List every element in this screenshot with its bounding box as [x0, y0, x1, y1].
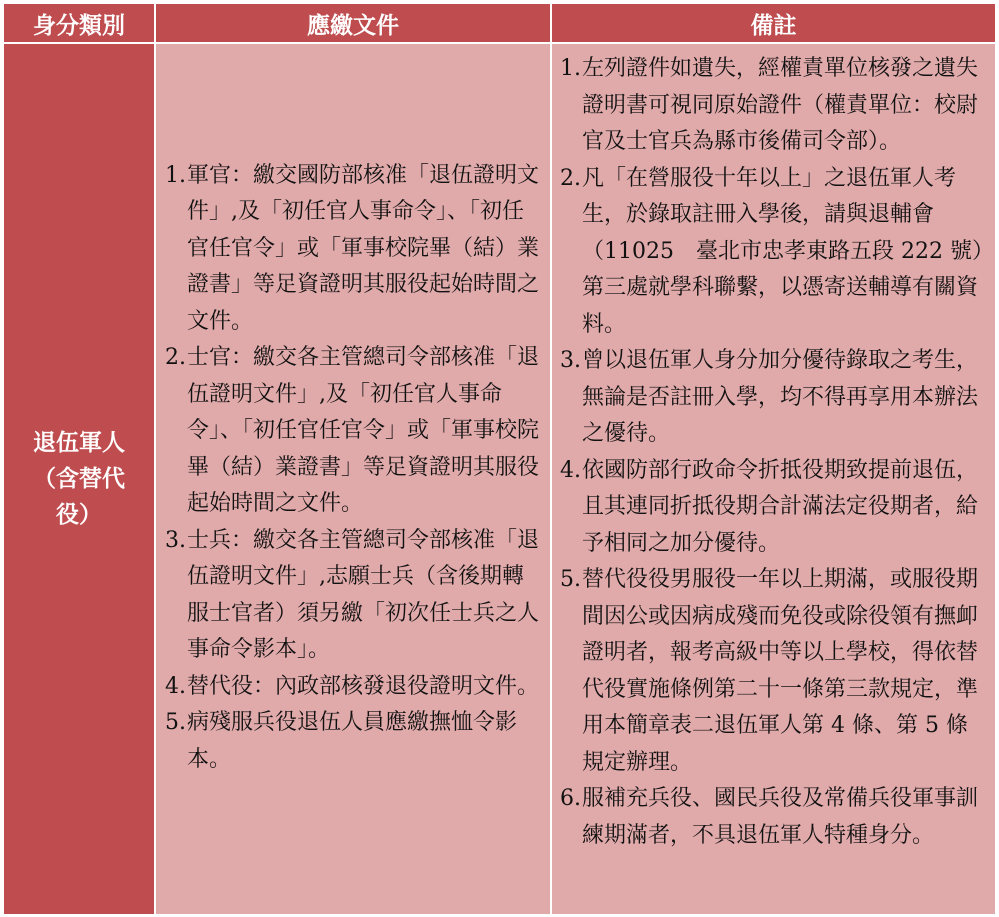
notes-list: [560, 51, 989, 854]
document-item: 4. 替代役：內政部核發退役證明文件。: [165, 669, 544, 706]
document-item: 2. 士官：繳交各主管總司令部核准「退伍證明文件」,及「初任官人事命令」、「初任官任官令」或「軍事校院畢（結）業證書」等足資證明其服役起始時間之文件。: [165, 340, 544, 523]
eligibility-table: [3, 3, 996, 915]
header-documents: 應繳文件: [155, 3, 551, 43]
note-item: 2. 凡「在營服役十年以上」之退伍軍人考生，於錄取註冊入學後，請與退輔會（11025 臺北市忠孝東路五段 222 號）第三處就學科聯繫，以憑寄送輔導有關資料。: [560, 161, 989, 344]
document-item: 3. 士兵：繳交各主管總司令部核准「退伍證明文件」,志願士兵（含後期轉服士官者）須另繳「初次任士兵之人事命令影本」。: [165, 523, 544, 669]
note-item: 4. 依國防部行政命令折抵役期致提前退伍，且其連同折抵役期合計滿法定役期者，給予相同之加分優待。: [560, 453, 989, 563]
category-cell: [3, 43, 155, 915]
documents-cell: [155, 43, 551, 915]
documents-list: [165, 158, 544, 779]
header-notes: 備註: [551, 3, 996, 43]
category-label: 退伍軍人（含替代役）: [33, 429, 125, 528]
note-item: 6. 服補充兵役、國民兵役及常備兵役軍事訓練期滿者，不具退伍軍人特種身分。: [560, 781, 989, 854]
document-item: 5. 病殘服兵役退伍人員應繳撫恤令影本。: [165, 705, 544, 778]
notes-cell: [551, 43, 996, 915]
note-item: 1. 左列證件如遺失，經權責單位核發之遺失證明書可視同原始證件（權責單位：校尉官及士官兵為縣市後備司令部）。: [560, 51, 989, 161]
note-item: 5. 替代役役男服役一年以上期滿，或服役期間因公或因病成殘而免役或除役領有撫卹證明者，報考高級中等以上學校，得依替代役實施條例第二十一條第三款規定，準用本簡章表二退伍軍人第 4 條、第 5 條規定辦理。: [560, 562, 989, 781]
document-item: 1. 軍官：繳交國防部核准「退伍證明文件」,及「初任官人事命令」、「初任官任官令」或「軍事校院畢（結）業證書」等足資證明其服役起始時間之文件。: [165, 158, 544, 341]
header-category: 身分類別: [3, 3, 155, 43]
note-item: 3. 曾以退伍軍人身分加分優待錄取之考生，無論是否註冊入學，均不得再享用本辦法之優待。: [560, 343, 989, 453]
